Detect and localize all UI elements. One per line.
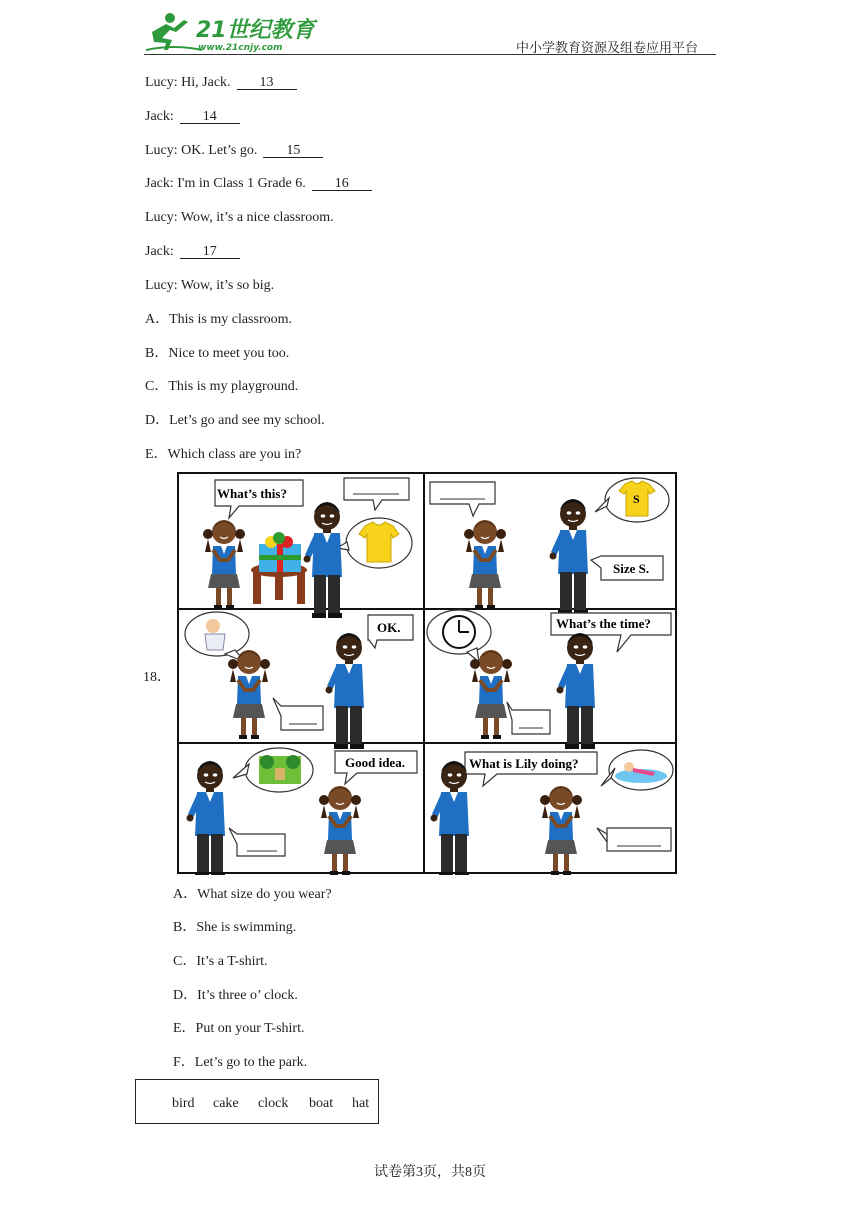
q18-option-e: E．Put on your T-shirt.: [173, 1021, 305, 1036]
dialogue-line-7: Lucy: Wow, it’s so big.: [145, 278, 275, 293]
word-cake: cake: [213, 1096, 239, 1111]
dialogue-line-3: Lucy: OK. Let’s go. 15: [145, 143, 323, 159]
word-clock: clock: [258, 1096, 289, 1111]
bubble-whats-the-time: What’s the time?: [556, 616, 651, 631]
q18-option-d: D．It’s three o’ clock.: [173, 988, 298, 1003]
bubble-ok: OK.: [377, 620, 401, 635]
dialogue-line-5: Lucy: Wow, it’s a nice classroom.: [145, 210, 334, 225]
header-divider: [144, 54, 716, 55]
platform-name: 中小学教育资源及组卷应用平台: [515, 41, 698, 56]
word-bird: bird: [172, 1096, 195, 1111]
dialogue-line-1: Lucy: Hi, Jack. 13: [145, 75, 297, 91]
q18-option-b: B．She is swimming.: [173, 920, 297, 935]
park-icon: [259, 755, 301, 784]
option-c: C．This is my playground.: [145, 379, 299, 394]
bubble-size-s: Size S.: [613, 561, 650, 576]
word-boat: boat: [309, 1096, 334, 1111]
blank-17: 17: [180, 245, 240, 259]
question-number-18: 18．: [143, 670, 171, 685]
word-box: [135, 1079, 379, 1124]
bubble-whats-this: What’s this?: [217, 486, 287, 501]
q18-option-c: C．It’s a T-shirt.: [173, 954, 268, 969]
logo-url: www.21cnjy.com: [198, 43, 283, 53]
blank-13: 13: [237, 76, 297, 90]
option-a: A．This is my classroom.: [145, 312, 292, 327]
page-header: [144, 8, 716, 56]
clock-icon: [443, 616, 475, 648]
logo-text: 21世纪教育: [196, 18, 315, 43]
blank-bubble-6: [607, 828, 671, 851]
blank-15: 15: [263, 144, 323, 158]
dialogue-line-4: Jack: I'm in Class 1 Grade 6. 16: [145, 176, 372, 192]
dialogue-line-2: Jack: 14: [145, 109, 240, 125]
bubble-good-idea: Good idea.: [345, 755, 405, 770]
blank-16: 16: [312, 177, 372, 191]
dialogue-line-6: Jack: 17: [145, 244, 240, 260]
page-footer: 试卷第3页，共8页: [374, 1165, 486, 1180]
option-e: E．Which class are you in?: [145, 447, 302, 462]
option-d: D．Let’s go and see my school.: [145, 413, 325, 428]
runner-icon: [146, 13, 202, 50]
tshirt-size-letter: S: [633, 492, 640, 506]
q18-option-a: A．What size do you wear?: [173, 887, 332, 902]
bubble-what-is-lily-doing: What is Lily doing?: [469, 756, 579, 771]
logo-21cnjy: [144, 10, 319, 54]
comic-strip: [177, 472, 677, 875]
option-b: B．Nice to meet you too.: [145, 346, 290, 361]
word-hat: hat: [352, 1096, 370, 1111]
q18-option-f: F．Let’s go to the park.: [173, 1055, 308, 1070]
blank-14: 14: [180, 110, 240, 124]
